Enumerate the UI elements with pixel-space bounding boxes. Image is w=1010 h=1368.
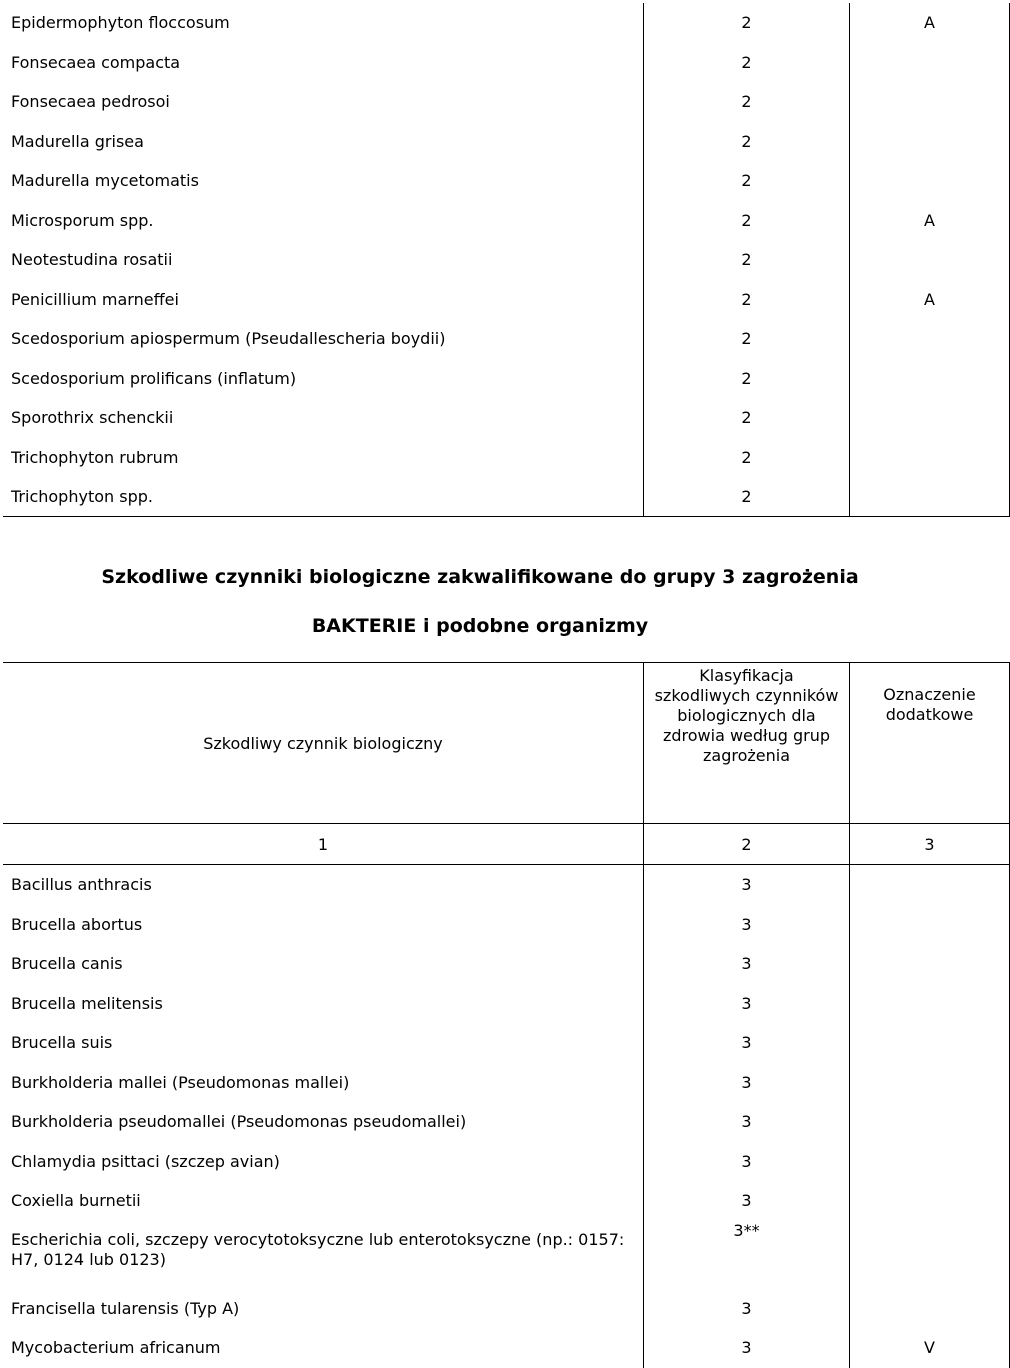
table-row — [3, 1328, 1010, 1368]
table-row — [3, 438, 1010, 478]
table-row — [3, 1102, 1010, 1142]
risk-group: 3 — [644, 1142, 850, 1182]
header-classification: Klasyfikacja szkodliwych czynników biologicznych dla zdrowia według grup zagrożenia — [644, 663, 850, 824]
additional-marking — [850, 122, 1010, 162]
agent-name: Madurella grisea — [11, 131, 144, 151]
additional-marking — [850, 1063, 1010, 1103]
additional-marking — [850, 43, 1010, 83]
agent-name: Burkholderia mallei (Pseudomonas mallei) — [11, 1072, 350, 1092]
additional-marking — [850, 865, 1010, 905]
column-number-2: 2 — [644, 824, 850, 865]
agent-name: Mycobacterium africanum — [11, 1338, 221, 1358]
risk-group: 2 — [644, 122, 850, 162]
risk-group: 3 — [644, 1102, 850, 1142]
agent-name: Microsporum spp. — [11, 210, 154, 230]
table-row — [3, 944, 1010, 984]
risk-group: 2 — [644, 201, 850, 241]
table-row — [3, 477, 1010, 517]
additional-marking: A — [850, 280, 1010, 320]
table-row — [3, 1289, 1010, 1329]
agent-name: Burkholderia pseudomallei (Pseudomonas pseudomallei) — [11, 1112, 467, 1132]
agent-name: Sporothrix schenckii — [11, 408, 174, 428]
agent-name: Bacillus anthracis — [3, 865, 644, 905]
agent-name: Scedosporium prolificans (inflatum) — [11, 368, 297, 388]
risk-group: 2 — [644, 319, 850, 359]
table-row — [3, 905, 1010, 945]
risk-group: 3 — [644, 1063, 850, 1103]
additional-marking — [850, 984, 1010, 1024]
risk-group: 2 — [644, 161, 850, 201]
risk-group: 3 — [644, 865, 850, 905]
table-row — [3, 82, 1010, 122]
risk-group: 2 — [644, 280, 850, 320]
agent-name: Brucella melitensis — [11, 993, 163, 1013]
section-subtitle: BAKTERIE i podobne organizmy — [311, 615, 649, 637]
column-number-1: 1 — [3, 824, 644, 865]
agent-name: Trichophyton rubrum — [11, 447, 179, 467]
table-row — [3, 43, 1010, 83]
fungi-table — [3, 3, 1010, 517]
risk-group: 3 — [644, 1289, 850, 1329]
table-row — [3, 3, 1010, 43]
risk-group: 3 — [644, 1181, 850, 1221]
agent-name: Epidermophyton floccosum — [11, 13, 230, 33]
agent-name: Chlamydia psittaci (szczep avian) — [11, 1151, 280, 1171]
risk-group: 2 — [644, 82, 850, 122]
table-row — [3, 359, 1010, 399]
table-row — [3, 161, 1010, 201]
agent-name: Brucella canis — [11, 954, 123, 974]
risk-group: 2 — [644, 240, 850, 280]
risk-group: 3** — [644, 1221, 850, 1289]
risk-group: 2 — [644, 359, 850, 399]
table-row — [3, 865, 1010, 905]
additional-marking — [850, 1102, 1010, 1142]
column-number-row — [3, 824, 1010, 865]
additional-marking — [850, 398, 1010, 438]
additional-marking — [850, 905, 1010, 945]
risk-group: 3 — [644, 905, 850, 945]
agent-name: Trichophyton spp. — [3, 477, 644, 517]
table-row — [3, 984, 1010, 1024]
bacteria-table — [3, 662, 1010, 1368]
additional-marking — [850, 1181, 1010, 1221]
additional-marking — [850, 319, 1010, 359]
additional-marking: A — [850, 201, 1010, 241]
table-row — [3, 240, 1010, 280]
table-row — [3, 398, 1010, 438]
agent-name: Francisella tularensis (Typ A) — [11, 1298, 240, 1318]
additional-marking — [850, 359, 1010, 399]
agent-name: Madurella mycetomatis — [11, 171, 199, 191]
header-additional-marking: Oznaczenie dodatkowe — [850, 663, 1010, 824]
additional-marking: V — [850, 1328, 1010, 1368]
additional-marking — [850, 1289, 1010, 1329]
table-header-row — [3, 663, 1010, 824]
additional-marking — [850, 82, 1010, 122]
risk-group: 2 — [644, 43, 850, 83]
additional-marking — [850, 240, 1010, 280]
additional-marking — [850, 438, 1010, 478]
risk-group: 2 — [644, 3, 850, 43]
additional-marking: A — [850, 3, 1010, 43]
agent-name: Neotestudina rosatii — [11, 250, 173, 270]
table-row — [3, 1181, 1010, 1221]
additional-marking — [850, 1023, 1010, 1063]
section-title: Szkodliwe czynniki biologiczne zakwalifikowane do grupy 3 zagrożenia — [101, 566, 859, 588]
risk-group: 2 — [644, 438, 850, 478]
risk-group: 2 — [644, 398, 850, 438]
agent-name: Fonsecaea pedrosoi — [11, 92, 170, 112]
agent-name: Penicillium marneffei — [11, 289, 179, 309]
agent-name: Fonsecaea compacta — [11, 52, 181, 72]
table-row — [3, 1142, 1010, 1182]
agent-name: Brucella abortus — [11, 914, 143, 934]
additional-marking — [850, 1142, 1010, 1182]
agent-name: Brucella suis — [11, 1033, 113, 1053]
table-row — [3, 122, 1010, 162]
risk-group: 2 — [644, 477, 850, 517]
risk-group: 3 — [644, 984, 850, 1024]
risk-group: 3 — [644, 944, 850, 984]
table-row — [3, 1221, 1010, 1289]
agent-name: Escherichia coli, szczepy verocytotoksyczne lub enterotoksyczne (np.: 0157: H7, 0124 lub 0123) — [11, 1229, 625, 1269]
additional-marking — [850, 161, 1010, 201]
table-row — [3, 201, 1010, 241]
column-number-3: 3 — [850, 824, 1010, 865]
table-row — [3, 1023, 1010, 1063]
agent-name: Coxiella burnetii — [11, 1191, 141, 1211]
additional-marking — [850, 1221, 1010, 1289]
risk-group: 3 — [644, 1328, 850, 1368]
table-row — [3, 280, 1010, 320]
additional-marking — [850, 477, 1010, 517]
risk-group: 3 — [644, 1023, 850, 1063]
table-row — [3, 1063, 1010, 1103]
header-agent: Szkodliwy czynnik biologiczny — [3, 663, 644, 824]
agent-name: Scedosporium apiospermum (Pseudallescheria boydii) — [11, 329, 446, 349]
additional-marking — [850, 944, 1010, 984]
table-row — [3, 319, 1010, 359]
